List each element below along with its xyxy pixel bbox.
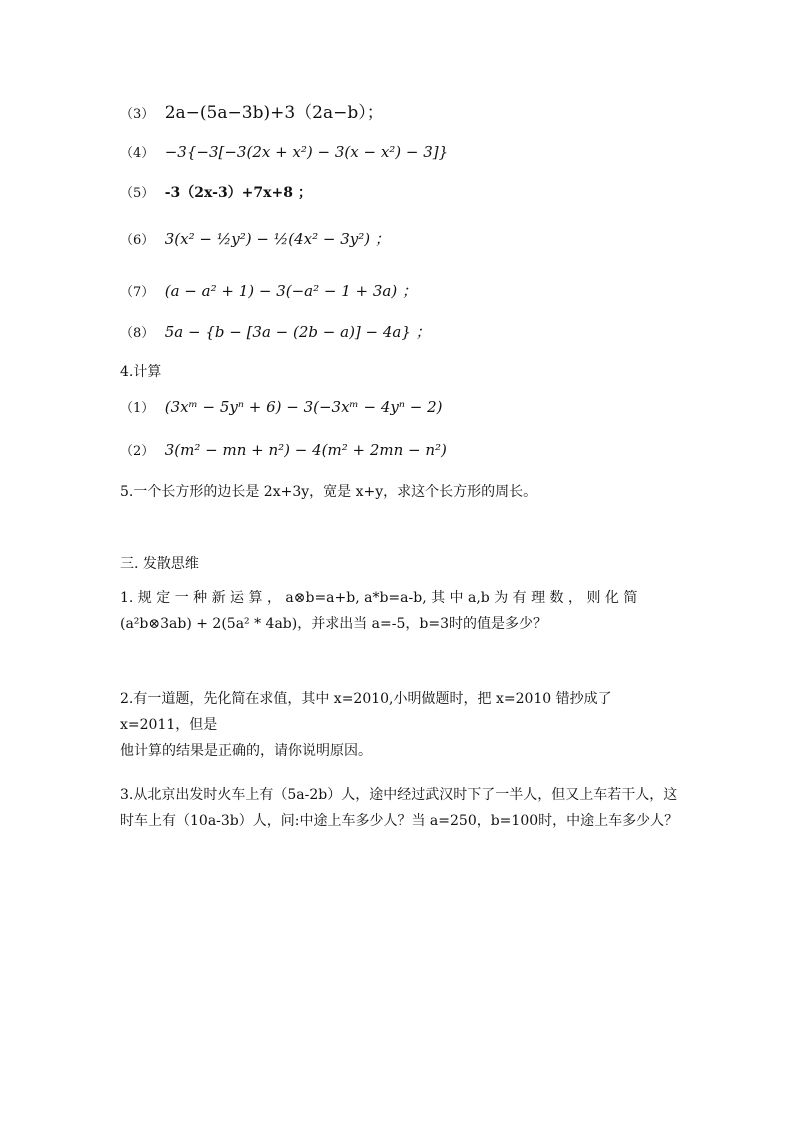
item-3	[120, 98, 384, 123]
section-3-title: 三. 发散思维	[120, 556, 199, 572]
s3-q3-line-1: 3.从北京出发时火车上有（5a-2b）人，途中经过武汉时下了一半人，但又上车若干人，这	[120, 787, 678, 803]
q4-part-1-expression: (3xᵐ − 5yⁿ + 6) − 3(−3xᵐ − 4yⁿ − 2)	[164, 398, 443, 416]
question-4-title: 4.计算	[120, 364, 162, 380]
item-4-expression: −3{−3[−3(2x + x²) − 3(x − x²) − 3]}	[164, 143, 449, 161]
item-7-number: （7）	[120, 285, 155, 300]
q4-part-1-number: （1）	[120, 401, 155, 416]
question-5: 5.一个长方形的边长是 2x+3y，宽是 x+y，求这个长方形的周长。	[120, 484, 538, 500]
item-3-number: （3）	[120, 107, 155, 122]
item-5	[120, 182, 312, 202]
item-8	[120, 321, 431, 342]
item-3-expression: 2a−(5a−3b)+3（2a−b）；	[164, 103, 384, 123]
question-4-part-1	[120, 397, 442, 416]
item-5-expression: -3（2x-3）+7x+8 ；	[164, 185, 312, 201]
s3-q2-line-1: 2.有一道题，先化简在求值，其中 x=2010,小明做题时，把 x=2010 错抄成了 x=2011，但是	[120, 691, 612, 733]
question-4-part-2	[120, 440, 447, 459]
section-3-question-2	[120, 686, 680, 764]
item-6	[120, 228, 390, 249]
item-7-expression: (a − a² + 1) − 3(−a² − 1 + 3a) ；	[164, 282, 417, 300]
q4-part-2-expression: 3(m² − mn + n²) − 4(m² + 2mn − n²)	[164, 441, 447, 459]
s3-q3-line-2: 时车上有（10a-3b）人，问:中途上车多少人？当 a=250，b=100时，中途上车多少人？	[120, 813, 679, 829]
item-8-expression: 5a − {b − [3a − (2b − a)] − 4a} ；	[164, 323, 431, 341]
item-4-number: （4）	[120, 146, 155, 161]
s3-q1-line-1: 1. 规 定 一 种 新 运 算 ， a⊗b=a+b, a*b=a-b, 其 中 a,b 为 有 理 数 ， 则 化 简	[120, 590, 638, 606]
item-4	[120, 142, 448, 161]
item-5-number: （5）	[120, 186, 155, 201]
item-7	[120, 280, 417, 301]
section-3-question-1	[120, 585, 680, 637]
s3-q2-line-2: 他计算的结果是正确的，请你说明原因。	[120, 743, 372, 759]
s3-q1-line-2: (a²b⊗3ab) + 2(5a² * 4ab)，并求出当 a=-5，b=3时的值是多少？	[120, 616, 547, 632]
item-8-number: （8）	[120, 326, 155, 341]
q4-part-2-number: （2）	[120, 444, 155, 459]
section-3-question-3	[120, 782, 680, 834]
item-6-expression: 3(x² − ½y²) − ½(4x² − 3y²) ；	[164, 230, 390, 248]
item-6-number: （6）	[120, 233, 155, 248]
